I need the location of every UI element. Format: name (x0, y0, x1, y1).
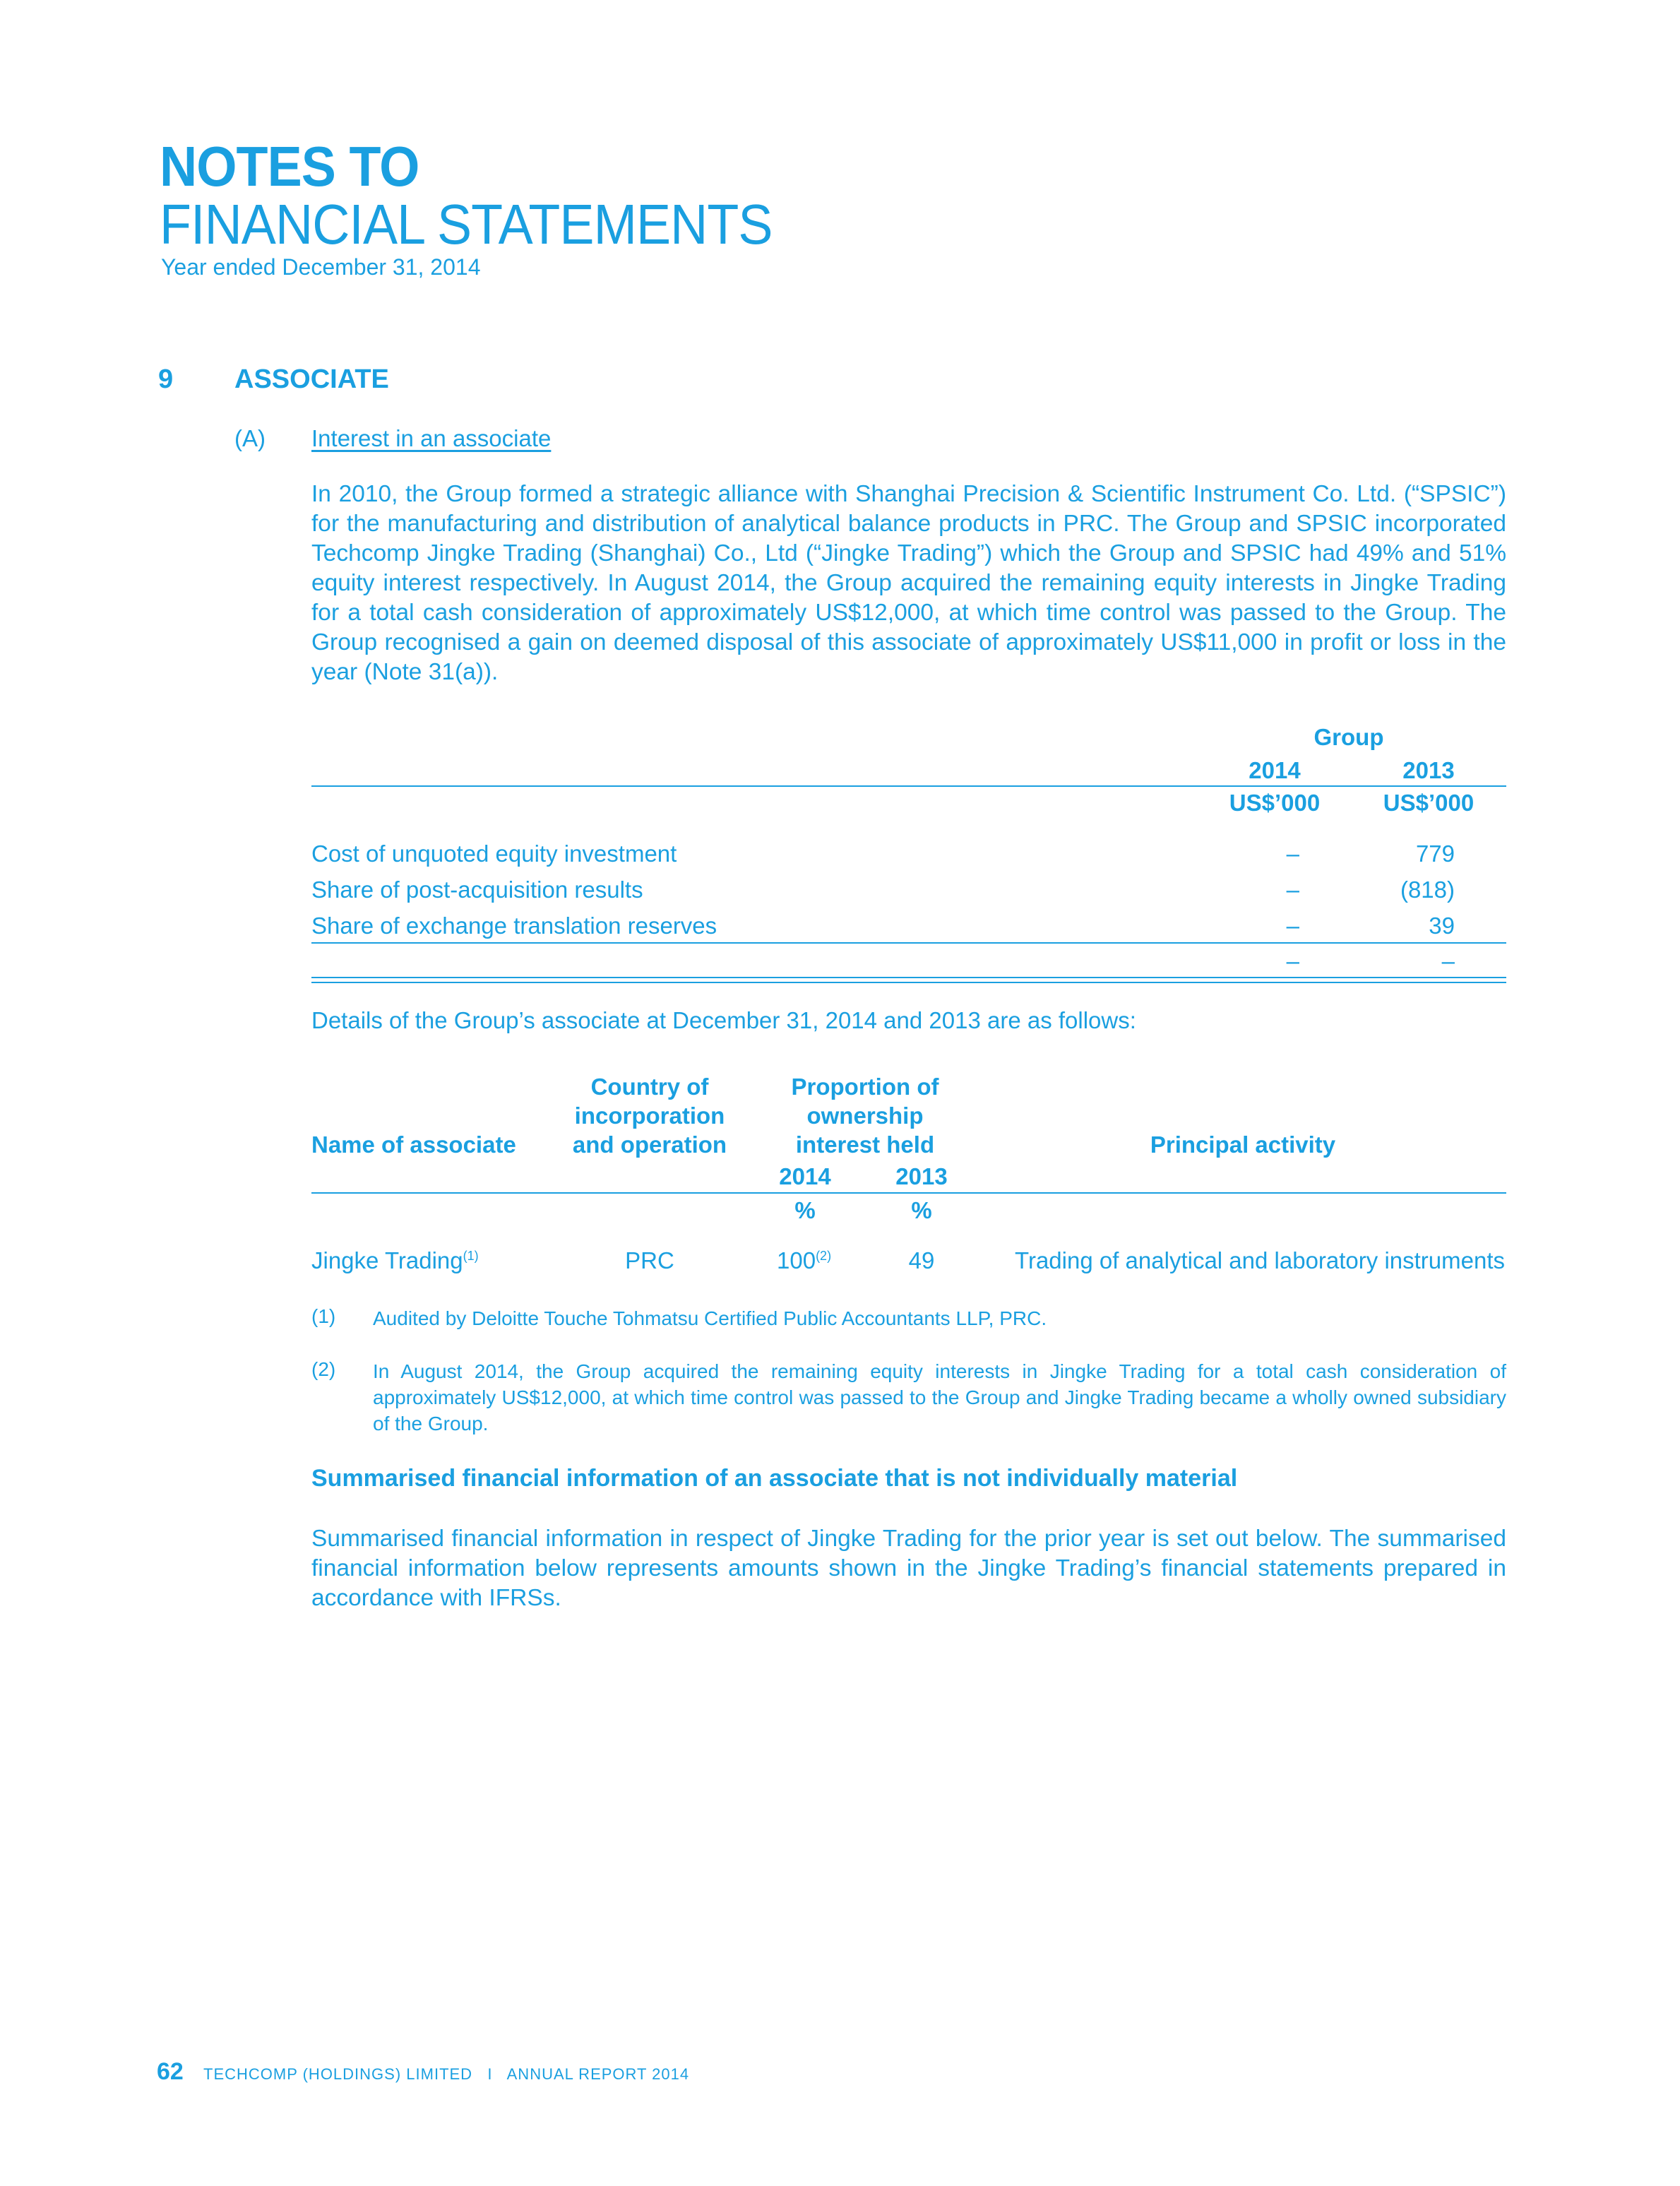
unit-2014-header: US$’000 (1229, 790, 1321, 816)
col-proportion-header-2: ownership (806, 1103, 924, 1129)
total-double-rule-top (311, 977, 1506, 978)
col-country-header-2: incorporation (574, 1103, 725, 1129)
unit-2013-header: US$’000 (1383, 790, 1475, 816)
summary-paragraph: Summarised financial information in respect of Jingke Trading for the prior year is set out below. The summarised financial information below represents amounts shown in the Jingke Trading’s financial statements prepared in accordance with IFRSs. (311, 1526, 1506, 1611)
year-subtitle: Year ended December 31, 2014 (161, 254, 481, 280)
col-country-header-1: Country of (590, 1074, 709, 1100)
associate-country: PRC (625, 1247, 674, 1273)
details-line: Details of the Group’s associate at December 31, 2014 and 2013 are as follows: (311, 1007, 1136, 1033)
table-row-label: Share of exchange translation reserves (311, 913, 717, 939)
footer-text: TECHCOMP (HOLDINGS) LIMITED I ANNUAL REPORT 2014 (203, 2065, 690, 2083)
section-title: ASSOCIATE (234, 364, 389, 394)
table-cell-2014: – (1286, 877, 1299, 903)
footnote-ref-1: (1) (463, 1249, 479, 1263)
subsection-title: Interest in an associate (311, 425, 552, 451)
associate-pct-2014: 100$^{(2)}$ (777, 1247, 832, 1273)
subtotal-rule (311, 942, 1506, 944)
total-2014: – (1286, 948, 1299, 974)
year-2014-header: 2014 (1249, 757, 1301, 783)
table-cell-2014: – (1286, 913, 1299, 939)
associate-name: Jingke Trading$^{(1)}$ (311, 1247, 479, 1273)
col-name-header: Name of associate (311, 1131, 516, 1158)
col-pct-2014: % (794, 1197, 816, 1223)
intro-paragraph: In 2010, the Group formed a strategic alliance with Shanghai Precision & Scientific Instrument Co. Ltd. (“SPSIC”) for the manufacturing and distribution of analytical balance products in PRC. The Group and SPSIC incorporated Techcomp Jingke Trading (Shanghai) Co., Ltd (“Jingke Trading”) which the Group and SPSIC had 49% and 51% equity interest respectively. In August 2014, the Group acquired the remaining equity interests in Jingke Trading for a total cash consideration of approximately US$12,000, at which time control was passed to the Group. The Group recognised a gain on deemed disposal of this associate of approximately US$11,000 in profit or loss in the year (Note 31(a)). (311, 481, 1506, 685)
page-number: 62 (157, 2058, 184, 2085)
footnote-number: (1) (311, 1305, 336, 1327)
col-pct-2013: % (911, 1197, 932, 1223)
table-cell-2014: – (1286, 840, 1299, 867)
footnote-ref-2: (2) (816, 1249, 832, 1263)
page-title-bold: NOTES TO (160, 135, 419, 198)
col-year-2014: 2014 (779, 1163, 831, 1189)
table2-header-rule (311, 1192, 1506, 1194)
total-double-rule-bottom (311, 982, 1506, 983)
page-title-light: FINANCIAL STATEMENTS (160, 193, 773, 256)
year-2013-header: 2013 (1402, 757, 1455, 783)
associate-activity: Trading of analytical and laboratory instruments (1015, 1247, 1505, 1273)
col-proportion-header-3: interest held (795, 1131, 935, 1158)
section-number: 9 (158, 364, 174, 394)
col-proportion-header-1: Proportion of (791, 1074, 939, 1100)
col-activity-header: Principal activity (1150, 1131, 1336, 1158)
summary-heading: Summarised financial information of an associate that is not individually material (311, 1465, 1238, 1492)
footnote-text: In August 2014, the Group acquired the remaining equity interests in Jingke Trading for a total cash consideration of approximately US$12,000, at which time control was passed to the Group and Jingke Trading became a wholly owned subsidiary of the Group. (373, 1360, 1506, 1434)
col-country-header-3: and operation (572, 1131, 727, 1158)
table-row-label: Share of post-acquisition results (311, 877, 643, 903)
table-cell-2013: 779 (1415, 840, 1455, 867)
table-row-label: Cost of unquoted equity investment (311, 840, 677, 867)
subsection-label: (A) (234, 425, 266, 451)
group-header: Group (1313, 724, 1384, 750)
table-cell-2013: (818) (1400, 877, 1455, 903)
associate-pct-2013: 49 (908, 1247, 935, 1273)
footnote-number: (2) (311, 1358, 336, 1380)
footnote-text: Audited by Deloitte Touche Tohmatsu Certified Public Accountants LLP, PRC. (373, 1307, 1047, 1329)
header-rule (311, 785, 1506, 787)
col-year-2013: 2013 (895, 1163, 948, 1189)
table-cell-2013: 39 (1429, 913, 1455, 939)
total-2013: – (1441, 948, 1455, 974)
